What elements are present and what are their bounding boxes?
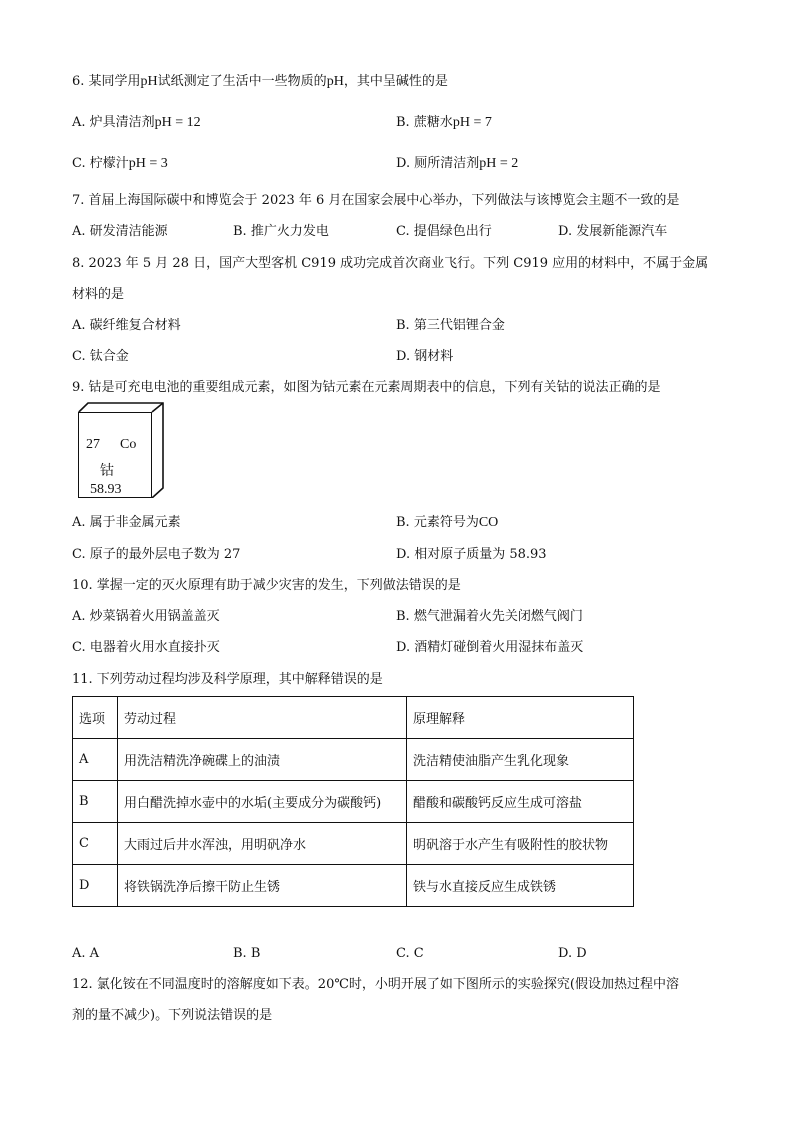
q8-option-d: D. 钢材料 — [396, 349, 454, 364]
table-cell: 明矾溶于水产生有吸附性的胶状物 — [407, 823, 634, 865]
q11-table — [72, 696, 634, 907]
q9-option-c: C. 原子的最外层电子数为 27 — [72, 547, 241, 562]
q6-ph-term-2: pH — [326, 74, 344, 89]
table-header-cell: 劳动过程 — [118, 697, 407, 739]
q6-option-d-value: pH = 2 — [479, 156, 519, 171]
q6-option-d — [396, 155, 518, 173]
table-cell: 用白醋洗掉水壶中的水垢(主要成分为碳酸钙) — [118, 781, 407, 823]
q6-option-c — [72, 155, 168, 173]
q12-stem-line2: 剂的量不减少)。下列说法错误的是 — [72, 1008, 273, 1023]
table-cell: 铁与水直接反应生成铁锈 — [407, 865, 634, 907]
q10-option-c: C. 电器着火用水直接扑灭 — [72, 640, 220, 655]
q11-option-a: A. A — [72, 946, 100, 961]
table-row — [73, 781, 634, 823]
table-row — [73, 865, 634, 907]
q7-option-b: B. 推广火力发电 — [233, 224, 329, 239]
table-header-row — [73, 697, 634, 739]
q12-stem-line1: 12. 氯化铵在不同温度时的溶解度如下表。20℃时，小明开展了如下图所示的实验探究(假设加热过程中溶 — [72, 977, 679, 992]
q9-option-b-label: B. 元素符号为 — [396, 515, 479, 530]
table-cell: 将铁锅洗净后擦干防止生锈 — [118, 865, 407, 907]
table-cell: B — [73, 781, 118, 823]
q9-option-d: D. 相对原子质量为 58.93 — [396, 547, 547, 562]
q10-option-d: D. 酒精灯碰倒着火用湿抹布盖灭 — [396, 640, 584, 655]
q7-option-c: C. 提倡绿色出行 — [396, 224, 492, 239]
q11-option-c: C. C — [396, 946, 424, 961]
q9-option-b-value: CO — [478, 515, 499, 530]
q6-option-a-label: A. 炉具清洁剂 — [72, 115, 155, 130]
q6-option-d-label: D. 厕所清洁剂 — [396, 156, 480, 171]
q8-stem-line2: 材料的是 — [72, 287, 125, 302]
q6-option-c-label: C. 柠檬汁 — [72, 156, 129, 171]
table-cell: 用洗洁精洗净碗碟上的油渍 — [118, 739, 407, 781]
q11-option-d: D. D — [558, 946, 587, 961]
q9-option-a: A. 属于非金属元素 — [72, 515, 181, 530]
q8-option-c: C. 钛合金 — [72, 349, 129, 364]
q11-option-b: B. B — [233, 946, 261, 961]
q6-stem-text-b: 试纸测定了生活中一些物质的 — [157, 74, 327, 89]
q6-option-a — [72, 114, 201, 132]
q9-stem: 9. 钴是可充电电池的重要组成元素，如图为钴元素在元素周期表中的信息，下列有关钴的说法正确的是 — [72, 380, 661, 395]
element-name: 钴 — [100, 464, 114, 479]
table-cell: 大雨过后井水浑浊，用明矾净水 — [118, 823, 407, 865]
element-cell-cobalt — [78, 402, 164, 498]
table-row — [73, 823, 634, 865]
atomic-mass: 58.93 — [90, 482, 122, 497]
q10-option-b: B. 燃气泄漏着火先关闭燃气阀门 — [396, 609, 583, 624]
table-cell: D — [73, 865, 118, 907]
q6-option-b-label: B. 蔗糖水 — [396, 115, 453, 130]
q9-option-b — [396, 514, 498, 532]
q10-stem: 10. 掌握一定的灭火原理有助于减少灾害的发生，下列做法错误的是 — [72, 578, 461, 593]
q11-stem: 11. 下列劳动过程均涉及科学原理，其中解释错误的是 — [72, 672, 383, 687]
q6-option-c-value: pH = 3 — [128, 156, 168, 171]
element-symbol: Co — [120, 437, 137, 452]
table-cell: 醋酸和碳酸钙反应生成可溶盐 — [407, 781, 634, 823]
q8-stem-line1: 8. 2023 年 5 月 28 日，国产大型客机 C919 成功完成首次商业飞行。下列 C919 应用的材料中，不属于金属 — [72, 256, 709, 271]
q6-option-b — [396, 114, 492, 132]
q7-option-a: A. 研发清洁能源 — [72, 224, 168, 239]
q8-option-a: A. 碳纤维复合材料 — [72, 318, 181, 333]
q6-stem — [72, 73, 448, 91]
q8-option-b: B. 第三代铝锂合金 — [396, 318, 505, 333]
table-header-cell: 原理解释 — [407, 697, 634, 739]
q7-option-d: D. 发展新能源汽车 — [558, 224, 668, 239]
table-row — [73, 739, 634, 781]
atomic-number: 27 — [86, 437, 100, 452]
table-cell: C — [73, 823, 118, 865]
q6-option-a-value: pH = 12 — [154, 115, 201, 130]
q6-stem-text-a: 6. 某同学用 — [72, 74, 141, 89]
q10-option-a: A. 炒菜锅着火用锅盖盖灭 — [72, 609, 220, 624]
q6-ph-term: pH — [140, 74, 158, 89]
table-header-cell: 选项 — [73, 697, 118, 739]
q7-stem: 7. 首届上海国际碳中和博览会于 2023 年 6 月在国家会展中心举办，下列做法与该博览会主题不一致的是 — [72, 193, 680, 208]
table-cell: A — [73, 739, 118, 781]
q6-stem-text-c: ，其中呈碱性的是 — [343, 74, 448, 89]
table-cell: 洗洁精使油脂产生乳化现象 — [407, 739, 634, 781]
q6-option-b-value: pH = 7 — [452, 115, 492, 130]
